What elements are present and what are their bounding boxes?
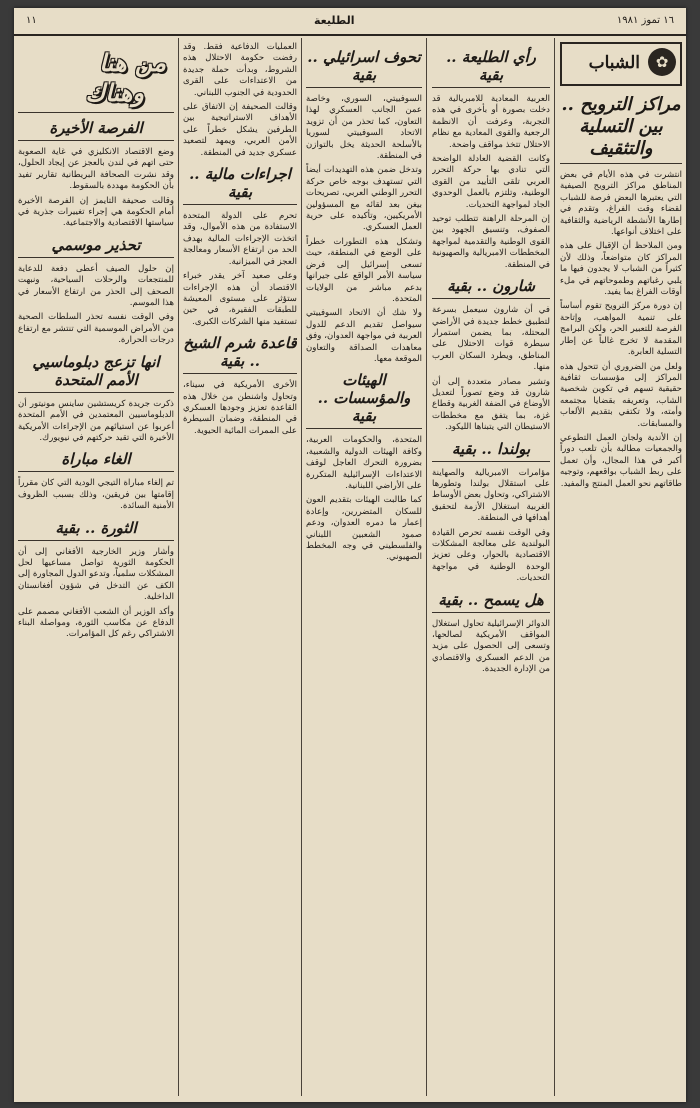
article-title: قاعدة شرم الشيخ .. بقية bbox=[183, 334, 297, 374]
column-israel bbox=[306, 42, 422, 1096]
column-divider bbox=[554, 38, 555, 1096]
article-title: اجراءات مالية .. بقية bbox=[183, 165, 297, 205]
page-header bbox=[14, 8, 686, 36]
article-paragraph: وأكد الوزير أن الشعب الأفغاني مصمم على الدفاع عن مكاسب الثورة، ومواصلة البناء الاشتراكي رغم كل المؤامرات. bbox=[18, 606, 174, 640]
article-paragraph: المتحدة، والحكومات العربية، وكافة الهيئات الدولية والشعبية، بضرورة التحرك العاجل لوقف الاعتداءات الإسرائيلية المتكررة على الأراضي اللبنانية. bbox=[306, 435, 422, 491]
article-paragraph: وعلى صعيد آخر يقدر خبراء الاقتصاد أن هذه الإجراءات ستؤثر على مستوى المعيشة للطبقات الفقيرة، في حين تستفيد منها الشركات الكبرى. bbox=[183, 271, 297, 327]
article-title: بولندا .. بقية bbox=[432, 440, 550, 462]
column-divider bbox=[178, 38, 179, 1096]
column-divider bbox=[301, 38, 302, 1096]
article-paragraph: وتدخل ضمن هذه التهديدات أيضاً التي تستهدف بوجه خاص حركة التحرر الوطني العربي، تصريحات بيغن بعد لقائه مع المسؤولين الأمريكيين، وتأكيده على حرية العمل العسكري. bbox=[306, 165, 422, 233]
article-title: هل يسمح .. بقية bbox=[432, 591, 550, 613]
newspaper-page bbox=[14, 8, 686, 1102]
masthead-line: وهناك bbox=[85, 78, 144, 107]
article-paragraph: وقالت الصحيفة إن الاتفاق على الأهداف الاستراتيجية بين الطرفين يشكل خطراً على الأمن العربي، ويمهد لتصعيد عسكري جديد في المنطقة. bbox=[183, 102, 297, 158]
article-paragraph: ومن الملاحظ أن الإقبال على هذه المراكز كان متواضعاً، وذلك لأن كثيراً من الشباب لا يجدون فيها ما يلبي رغباتهم وطموحاتهم في ملء أوقات الفراغ بما يفيد. bbox=[560, 241, 682, 298]
article-paragraph: في أن شارون سيعمل بسرعة لتطبيق خطط جديدة في الأراضي المحتلة، بما يضمن استمرار سيطرة قوات الاحتلال على المناطق، ويطرد السكان العرب منها. bbox=[432, 305, 550, 373]
page-number: ١١ bbox=[26, 15, 37, 26]
article-paragraph: السوفييتي، السوري، وخاصة عمن الجانب العسكري لهذا التعاون، كما تحذر من أن تزويد الاتحاد السوفييتي لسوريا بالأسلحة الحديثة يخل بالتوازن في المنطقة. bbox=[306, 94, 422, 162]
article-paragraph: تم إلغاء مباراة التيجي الودية التي كان مقرراً إقامتها بين فريقين، وذلك بسبب الظروف الأمنية السائدة. bbox=[18, 478, 174, 512]
article-paragraph: كما طالبت الهيئات بتقديم العون للسكان المتضررين، وإعادة إعمار ما دمره العدوان، ودعم صمود الشعبين اللبناني والفلسطيني في وجه المخطط الصهيوني. bbox=[306, 495, 422, 563]
article-paragraph: ولا شك أن الاتحاد السوفييتي سيواصل تقديم الدعم للدول العربية في مواجهة العدوان، وفق معاهدات الصداقة والتعاون الموقعة معها. bbox=[306, 308, 422, 364]
article-paragraph: إن المرحلة الراهنة تتطلب توحيد الصفوف، وتنسيق الجهود بين القوى الوطنية والتقدمية لمواجهة المخططات الامبريالية والصهيونية في المنطقة. bbox=[432, 214, 550, 270]
article-title: انها تزعج دبلوماسيي الأمم المتحدة bbox=[18, 353, 174, 393]
article-paragraph: إن دورة مركز الترويح تقوم أساساً على تنمية المواهب، وإتاحة الفرصة للتعبير الحر، ولكن البرامج المقدمة لا تخرج غالباً عن إطار التسلية العابرة. bbox=[560, 301, 682, 358]
article-paragraph: ولعل من الضروري أن تتحول هذه المراكز إلى مؤسسات ثقافية حقيقية تسهم في تكوين شخصية الشاب، وتعريفه بقضايا مجتمعه وأمته، ولا تكتفي بتقديم الألعاب والمسابقات. bbox=[560, 361, 682, 429]
article-paragraph: تحرم على الدولة المتحدة الاستفادة من هذه الأموال، وقد اتخذت الإجراءات المالية بهدف الحد من ارتفاع الأسعار ومعالجة العجز في الميزانية. bbox=[183, 211, 297, 267]
shabab-logo-icon: ✿ bbox=[648, 48, 676, 76]
column-masthead bbox=[18, 42, 174, 113]
article-paragraph: إن حلول الصيف أعطى دفعة للدعاية للمنتجعات والرحلات السياحية، ونبهت الصحف إلى الحذر من ارتفاع الأسعار في هذا الموسم. bbox=[18, 263, 174, 309]
article-title: مراكز الترويح .. بين التسلية والتثقيف bbox=[560, 94, 682, 164]
article-title: الفرصة الأخيرة bbox=[18, 119, 174, 141]
column-youth bbox=[560, 42, 682, 1096]
column-divider bbox=[426, 38, 427, 1096]
article-paragraph: انتشرت في هذه الأيام في بعض المناطق مراكز الترويح الصيفية التي يعتبرها البعض فرصة للشباب لقضاء وقت الفراغ، وتقدم في إطارها الأنشطة الرياضية والثقافية على اختلاف أنواعها. bbox=[560, 170, 682, 238]
page-date: ١٦ تموز ١٩٨١ bbox=[616, 15, 674, 26]
article-title: الهيئات والمؤسسات .. بقية bbox=[306, 371, 422, 429]
section-label: الشباب bbox=[588, 53, 640, 73]
paper-name: الطليعة bbox=[314, 14, 355, 27]
article-title: الغاء مباراة bbox=[18, 450, 174, 472]
column-editorial bbox=[432, 42, 550, 1096]
article-paragraph: وضع الاقتصاد الانكليزي في غاية الصعوبة حتى اتهم في لندن بالعجز عن إيجاد الحلول، وقد نشرت الصحافة البريطانية تقارير تفيد بأن الحكومة مهددة بالسقوط. bbox=[18, 147, 174, 192]
masthead-line: من هنا bbox=[99, 48, 166, 77]
article-paragraph: وفي الوقت نفسه تحذر السلطات الصحية من الأمراض الموسمية التي تنتشر مع ارتفاع درجات الحرارة. bbox=[18, 312, 174, 346]
article-paragraph: الدوائر الإسرائيلية تحاول استغلال المواقف الأمريكية لصالحها، وتسعى إلى الحصول على مزيد من الدعم العسكري والاقتصادي من الإدارة الجديدة. bbox=[432, 618, 550, 675]
article-paragraph: الأخرى الأمريكية في سيناء، وتحاول واشنطن من خلال هذه القاعدة تعزيز وجودها العسكري في المنطقة، وضمان السيطرة على الممرات المائية الحيوية. bbox=[183, 380, 297, 436]
article-title: شارون .. بقية bbox=[432, 277, 550, 299]
article-paragraph: العمليات الدفاعية فقط. وقد رفضت حكومة الاحتلال هذه الشروط، وبدأت حملة جديدة من الاعتداءات على القرى الحدودية في الجنوب اللبناني. bbox=[183, 42, 297, 98]
article-paragraph: ذكرت جريدة كريستشين ساينس مونيتور أن الدبلوماسيين المعتمدين في الأمم المتحدة أعربوا عن استيائهم من الإجراءات الأمريكية الأخيرة التي تقيد حركتهم في نيويورك. bbox=[18, 398, 174, 443]
column-news bbox=[183, 42, 297, 1096]
article-paragraph: وتشكل هذه التطورات خطراً على الوضع في المنطقة، حيث تسعى إسرائيل إلى فرض سياسة الأمر الواقع على جيرانها بدعم مباشر من الولايات المتحدة. bbox=[306, 236, 422, 304]
article-paragraph: العربية المعادية للامبريالية قد دخلت بصورة أو بأخرى في هذه التجربة، وعرفت أن الانظمة الرجعية والقوى المعادية مع نظام الاحتلال تتخذ مواقف واضحة. bbox=[432, 94, 550, 150]
article-title: تحذير موسمي bbox=[18, 236, 174, 258]
article-title: الثورة .. بقية bbox=[18, 519, 174, 541]
section-label-box bbox=[560, 42, 682, 86]
article-paragraph: إن الأندية ولجان العمل التطوعي والجمعيات مطالبة بأن تلعب دوراً أكبر في هذا المجال، وأن تعمل على ربط الشباب بواقعهم، وتوجيه طاقاتهم نحو العمل المنتج والمفيد. bbox=[560, 432, 682, 489]
article-paragraph: وقالت صحيفة التايمز إن الفرصة الأخيرة أمام الحكومة هي إجراء تغييرات جذرية في سياستها الاقتصادية والاجتماعية. bbox=[18, 195, 174, 229]
article-title: رأي الطليعة .. بقية bbox=[432, 48, 550, 88]
article-paragraph: وكانت القضية العادلة الواضحة التي تنادي بها حركة التحرر العربي تلقى التأييد من القوى الوطنية، وتلتزم بالعمل الوحدوي الجاد لمواجهة التحديات. bbox=[432, 154, 550, 210]
column-here-and-there bbox=[18, 42, 174, 986]
article-paragraph: وأشار وزير الخارجية الأفغاني إلى أن الحكومة الثورية تواصل مساعيها لحل المشكلات سلمياً، وتدعو الدول المجاورة إلى الكف عن التدخل في شؤون أفغانستان الداخلية. bbox=[18, 546, 174, 603]
article-title: تحوف اسرائيلي .. بقية bbox=[306, 48, 422, 88]
article-paragraph: وفي الوقت نفسه تحرص القيادة البولندية على معالجة المشكلات الاقتصادية بالحوار، وعلى تعزيز الوحدة الوطنية في مواجهة التحديات. bbox=[432, 527, 550, 584]
article-paragraph: مؤامرات الامبريالية والصهاينة على استقلال بولندا وتطورها الاشتراكي، وتحاول بعض الأوساط الغربية استغلال الأزمة لتحقيق أهدافها في المنطقة. bbox=[432, 467, 550, 524]
article-paragraph: وتشير مصادر متعددة إلى أن شارون قد وضع تصوراً لتعديل الأوضاع في الضفة الغربية وقطاع غزة، بما يتفق مع مخططات الاستيطان التي يتبناها الليكود. bbox=[432, 376, 550, 433]
